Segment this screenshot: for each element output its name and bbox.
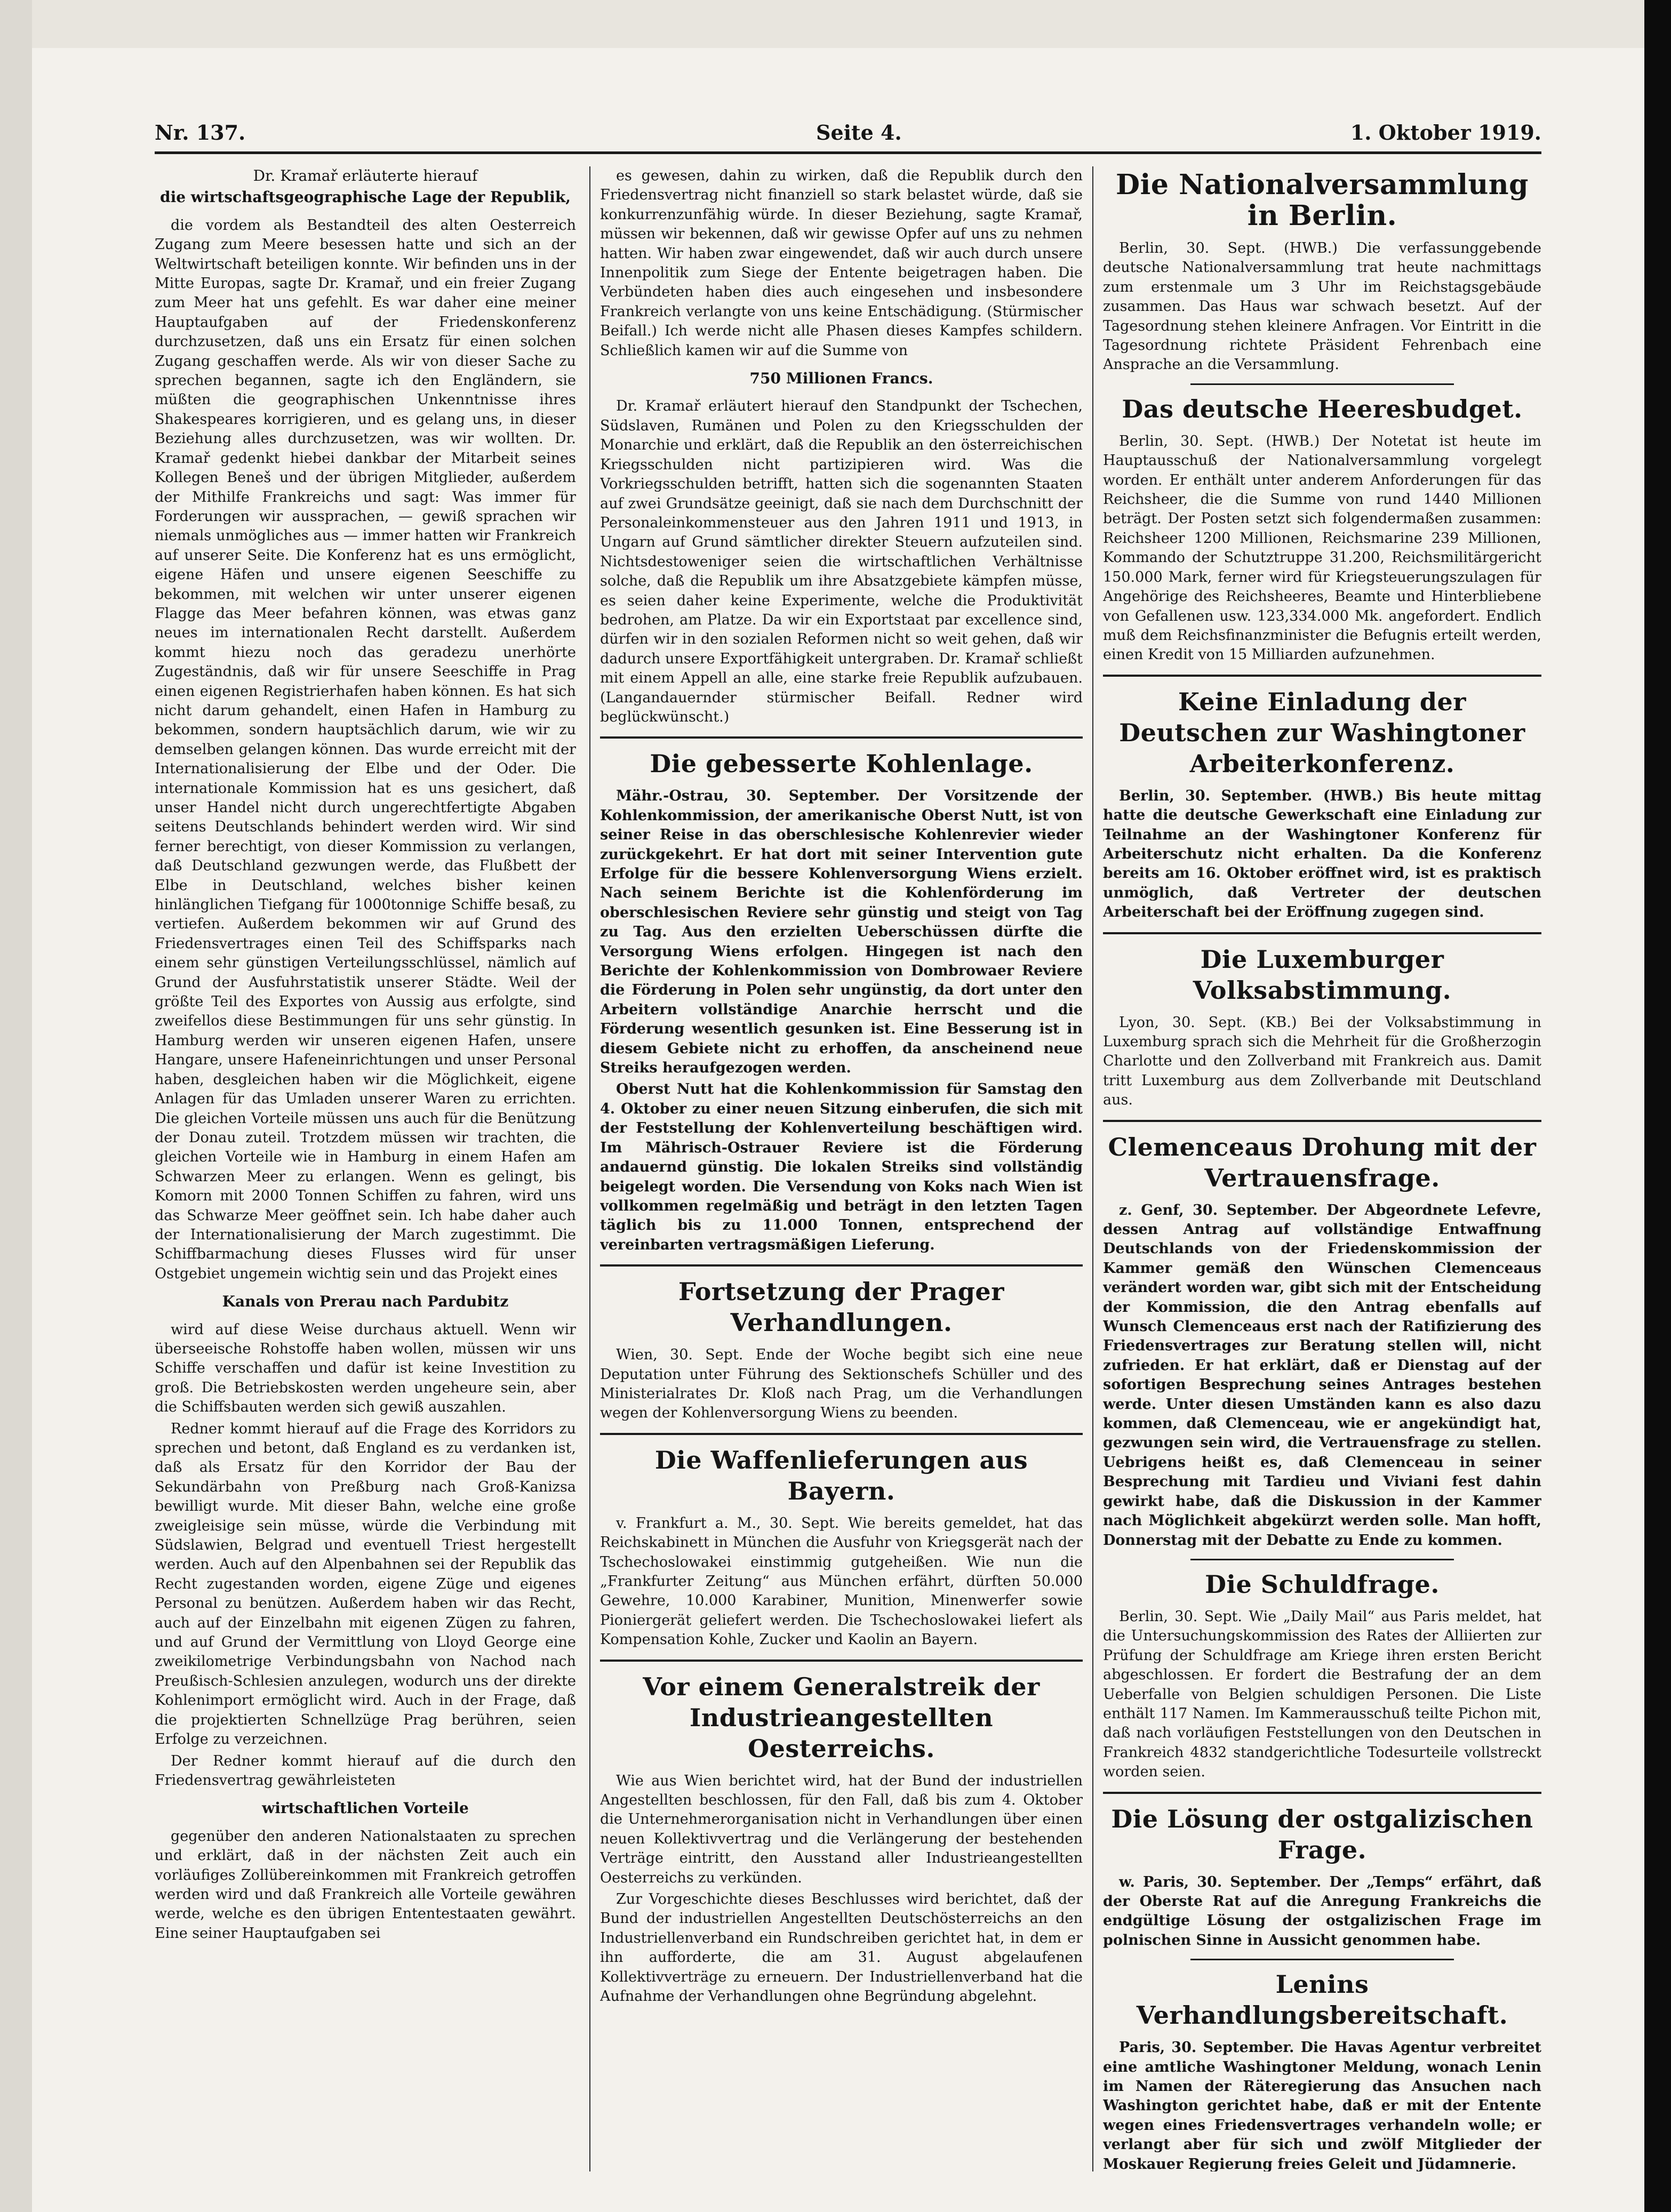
article-subheading: Kanals von Prerau nach Pardubitz — [222, 1293, 509, 1311]
article-paragraph: Paris, 30. September. Die Havas Agentur verbreitet eine amtliche Washingtoner Meldung, wonach Lenin im Namen der Räteregierung das Ansuchen nach Washington gerichtet habe, daß er mit der Entente wegen eines Friedensvertrages verhandeln wolle; er verlangt aber für sich und zwölf Mitglieder der Moskauer Regierung freies Geleit und Jüdamnerie. — [1103, 2039, 1541, 2171]
issue-date: 1. Oktober 1919. — [1350, 121, 1541, 145]
article-paragraph: w. Paris, 30. September. Der „Temps“ erfährt, daß der Oberste Rat auf die Anregung Frankreichs die endgültige Lösung der ostgalizischen Frage im polnischen Sinne in Aussicht genommen habe. — [1103, 1873, 1541, 1949]
article-paragraph: die vordem als Bestandteil des alten Oesterreich Zugang zum Meere besessen hatte und sich an der Weltwirtschaft beteiligen konnte. Wir befinden uns in der Mitte Europas, sagte Dr. Kramař, und ein freier Zugang zum Meer hat uns gefehlt. Es war daher eine meiner Hauptaufgaben auf der Friedenskonferenz durchzusetzen, daß uns ein Ersatz für einen solchen Zugang geschaffen werde. Als wir von dieser Sache zu sprechen begannen, sagte ich den Engländern, sie müßten die geographischen Unkenntnisse ihres Shakespeares korrigieren, und es gelang uns, in dieser Beziehung alles durchzusetzen, was wir wollten. Dr. Kramař gedenkt hiebei dankbar der Mitarbeit seines Kollegen Beneš und der übrigen Mitglieder, außerdem der Mithilfe Frankreichs und sagt: Was immer für Forderungen wir aussprachen, — gewiß sprachen wir niemals unmögliches aus — immer hatten wir Frankreich auf unserer Seite. Die Konferenz hat es uns ermöglicht, eigene Häfen und unsere eigenen Seeschiffe zu bekommen, mit welchen wir unter unserer eigenen Flagge das Meer befahren können, was etwas ganz neues im internationalen Recht darstellt. Außerdem kommt hiezu noch das geradezu unerhörte Zugeständnis, daß wir für unsere Seeschiffe in Prag einen eigenen Registrierhafen haben können. Es hat sich nicht darum gehandelt, einen Hafen in Hamburg zu bekommen, sondern hauptsächlich darum, wie wir zu demselben gelangen können. Das wurde erreicht mit der Internationalisierung der Elbe und der Oder. Die internationale Kommission hat es uns gesichert, daß unser Handel nicht durch ungerechtfertigte Abgaben seitens Deutschlands behindert werden wird. Wir sind ferner berechtigt, von dieser Kommission zu verlangen, daß Deutschland gezwungen werde, das Flußbett der Elbe in Deutschland, welches bisher keinen hinlänglichen Tiefgang für 1000tonnige Schiffe besaß, zu vertiefen. Außerdem bekommen wir auf Grund des Friedensvertrages einen Teil des Schiffsparks nach einem sehr günstigen Verteilungsschlüssel, nämlich auf Grund der Ausfuhrstatistik unserer Städte. Weil der größte Teil des Exportes von Aussig aus erfolgte, sind zweifellos diese Bestimmungen für uns sehr günstig. In Hamburg werden wir unseren eigenen Hafen, unsere Hangare, unsere Hafeneinrichtungen und unser Personal haben, desgleichen haben wir die Möglichkeit, eigene Anlagen für das Umladen unserer Waren zu errichten. Die gleichen Vorteile müssen uns auch für die Benützung der Donau zuteil. Trotzdem müssen wir trachten, die gleichen Vorteile wie in Hamburg in einem Hafen am Schwarzen Meer zu erlangen. Wenn es gelingt, bis Komorn mit 2000 Tonnen Schiffen zu fahren, wird uns das Schwarze Meer geöffnet sein. Ich habe daher auch der Internationalisierung der March zugestimmt. Die Schiffbarmachung dieses Flusses wird für unser Ostgebiet ungemein wichtig sein und das Projekt eines — [155, 217, 576, 1282]
section-rule — [1190, 1559, 1453, 1560]
article-paragraph: z. Genf, 30. September. Der Abgeordnete Lefevre, dessen Antrag auf vollständige Entwaffnung Deutschlands von der Friedenskommission der Kammer gemäß den Wünschen Clemenceaus verändert worden war, gibt sich mit der Entscheidung der Kommission, die den Antrag ebenfalls auf Wunsch Clemenceaus erst nach der Ratifizierung des Friedensvertrages zur Beratung stellen will, nicht zufrieden. Er hat erklärt, daß er Dienstag auf der sofortigen Besprechung seines Antrages bestehen werde. Unter diesen Umständen kann es also dazu kommen, daß Clemenceau, wie er angekündigt hat, gezwungen sein wird, die Vertrauensfrage zu stellen. Uebrigens heißt es, daß Clemenceau in seiner Besprechung mit Tardieu und Viviani fest dahin gewirkt habe, daß die Diskussion in der Kammer nach Möglichkeit abgekürzt werden solle. Man hofft, Donnerstag mit der Debatte zu Ende zu kommen. — [1103, 1201, 1541, 1549]
article-paragraph: es gewesen, dahin zu wirken, daß die Republik durch den Friedensvertrag nicht finanziell so stark belastet würde, daß sie konkurrenzunfähig würde. In dieser Beziehung, sagte Kramař, müssen wir bekennen, daß wir gewisse Opfer auf uns zu nehmen hatten. Wir haben zwar eingewendet, daß wir auch durch unsere Innenpolitik zum Siege der Entente beigetragen haben. Die Verbündeten haben dies auch eingesehen und insbesondere Frankreich verlangte von uns keine Entschädigung. (Stürmischer Beifall.) Ich werde nicht alle Phasen dieses Kampfes schildern. Schließlich kamen wir auf die Summe von — [600, 167, 1083, 359]
article-paragraph: Der Redner kommt hierauf auf die durch den Friedensvertrag gewährleisteten — [155, 1752, 576, 1789]
article-paragraph: Dr. Kramař erläutert hierauf den Standpunkt der Tschechen, Südslaven, Rumänen und Polen zu den Kriegsschulden der Monarchie und erklärt, daß die Republik an den österreichischen Kriegsschulden nicht partizipieren wird. Was die Vorkriegsschulden betrifft, hatten sich die sogenannten Staaten auf zwei Grundsätze geeinigt, daß sie nach dem Durchschnitt der Personaleinkommensteuer aus den Jahren 1911 und 1913, in Ungarn auf Grund sämtlicher direkter Steuern aufzuteilen sind. Nichtsdestoweniger seien die wirtschaftlichen Verhältnisse solche, daß die Republik um ihre Absatzgebiete kämpfen müsse, es seien daher keine Experimente, welche die Produktivität bedrohen, am Platze. Da wir ein Exportstaat par excellence sind, dürfen wir in den sozialen Reformen nicht so weit gehen, daß wir dadurch unsere Exportfähigkeit untergraben. Dr. Kramař schließt mit einem Appell an alle, eine starke freie Republik aufzubauen. (Langandauernder stürmischer Beifall. Redner wird beglückwünscht.) — [600, 398, 1083, 725]
article-paragraph: wird auf diese Weise durchaus aktuell. Wenn wir überseeische Rohstoffe haben wollen, müssen wir uns Schiffe verschaffen und dafür ist keine Investition zu groß. Die Betriebskosten werden ungeheure sein, aber die Schiffsbauten werden sich gewiß auszahlen. — [155, 1321, 576, 1416]
page-number: Seite 4. — [816, 121, 902, 145]
headline-generalstreik: Vor einem Generalstreik der Industrieangestellten Oesterreichs. — [643, 1672, 1040, 1763]
section-rule — [1190, 383, 1453, 385]
headline-luxemburger-volksabstimmung: Die Luxemburger Volksabstimmung. — [1193, 944, 1452, 1005]
section-rule — [1103, 1792, 1541, 1794]
column-left — [155, 166, 576, 2171]
article-paragraph: Oberst Nutt hat die Kohlenkommission für Samstag den 4. Oktober zu einer neuen Sitzung einberufen, die sich mit der Feststellung der Kohlenverteilung beschäftigen wird. Im Mährisch-Ostrauer Reviere ist die Förderung andauernd günstig. Die lokalen Streiks sind vollständig beigelegt worden. Die Versendung von Koks nach Wien ist vollkommen regelmäßig und beträgt in den letzten Tagen täglich bis zu 11.000 Tonnen, entsprechend der vereinbarten vertragsmäßigen Lieferung. — [600, 1081, 1083, 1253]
article-paragraph: Wien, 30. Sept. Ende der Woche begibt sich eine neue Deputation unter Führung des Sektionschefs Schüller und des Ministerialrates Dr. Kloß nach Prag, um die Verhandlungen wegen der Kohlenversorgung Wiens zu beenden. — [600, 1347, 1083, 1422]
column-right — [1103, 166, 1541, 2171]
article-paragraph: gegenüber den anderen Nationalstaaten zu sprechen und erklärt, daß in der nächsten Zeit auch ein vorläufiges Zollübereinkommen mit Frankreich getroffen werden wird und daß Frankreich alle Vorteile gewähren werde, welche es den übrigen Ententestaaten gewährt. Eine seiner Hauptaufgaben sei — [155, 1828, 576, 1942]
headline-waffenlieferungen: Die Waffenlieferungen aus Bayern. — [654, 1445, 1028, 1505]
scan-border-left — [0, 0, 32, 2212]
article-paragraph: Mähr.-Ostrau, 30. September. Der Vorsitzende der Kohlenkommission, der amerikanische Oberst Nutt, ist von seiner Reise in das oberschlesische Kohlenrevier wieder zurückgekehrt. Er hat dort mit seiner Intervention gute Erfolge für die bessere Kohlenversorgung Wiens erzielt. Nach seinem Berichte ist die Kohlenförderung im oberschlesischen Reviere sehr günstig und steigt von Tag zu Tag. Aus den erzielten Ueberschüssen dürfte die Versorgung Wiens erfolgen. Hingegen ist nach den Berichte der Kohlenkommission von Dombrowaer Reviere die Förderung in Polen sehr ungünstig, da dort unter den Arbeitern vollständige Anarchie herrscht und die Förderung wesentlich gesunken ist. Eine Besserung ist in diesem Gebiete nicht zu erhoffen, da anscheinend neue Streiks heraufgezogen werden. — [600, 788, 1083, 1077]
headline-schuldfrage: Die Schuldfrage. — [1205, 1569, 1440, 1599]
headline-lenin: Lenins Verhandlungsbereitschaft. — [1136, 1970, 1508, 2030]
article-subheading: 750 Millionen Francs. — [749, 370, 933, 388]
column-middle — [600, 166, 1083, 2171]
article-paragraph: Wie aus Wien berichtet wird, hat der Bund der industriellen Angestellten beschlossen, für den Fall, daß bis zum 4. Oktober die Unternehmerorganisation nicht in Verhandlungen über einen neuen Kollektivvertrag und die Verlängerung der bestehenden Verträge eintritt, den Ausstand aller Industrieangestellten Oesterreichs zu verkünden. — [600, 1772, 1083, 1886]
article-paragraph: Berlin, 30. Sept. (HWB.) Der Notetat ist heute im Hauptausschuß der Nationalversammlung vorgelegt worden. Er enthält unter anderem Anforderungen für das Reichsheer, die die Summe von rund 1440 Millionen beträgt. Der Posten setzt sich folgendermaßen zusammen: Reichsheer 1200 Millionen, Reichsmarine 239 Millionen, Kommando der Schutztruppe 31.200, Reichsmilitärgericht 150.000 Mark, ferner wird für Kriegsteuerungszulagen für Angehörige des Reichsheeres, Beamte und Hinterbliebene von Gefallenen usw. 123,334.000 Mk. angefordert. Endlich muß dem Reichsfinanzminister die Befugnis erteilt werden, einen Kredit von 15 Milliarden aufzunehmen. — [1103, 432, 1541, 663]
article-paragraph: Lyon, 30. Sept. (KB.) Bei der Volksabstimmung in Luxemburg sprach sich die Mehrheit für die Großherzogin Charlotte und den Zollverband mit Frankreich aus. Damit tritt Luxemburg aus dem Zollverbande mit Deutschland aus. — [1103, 1014, 1541, 1109]
section-rule — [600, 1660, 1083, 1662]
section-rule — [1190, 1959, 1453, 1960]
article-paragraph: Zur Vorgeschichte dieses Beschlusses wird berichtet, daß der Bund der industriellen Angestellten Deutschösterreichs an den Industriellenverband ein Rundschreiben gerichtet hat, in dem er ihn aufforderte, die am 31. August abgelaufenen Kollektivverträge zu erneuern. Der Industriellenverband hat die Aufnahme der Verhandlungen ohne Begründung abgelehnt. — [600, 1891, 1083, 2005]
headline-prager-verhandlungen: Fortsetzung der Prager Verhandlungen. — [678, 1277, 1004, 1337]
section-rule — [600, 1264, 1083, 1267]
header-rule — [155, 151, 1541, 154]
scan-border-right — [1644, 0, 1671, 2212]
article-intro: Dr. Kramař erläuterte hierauf — [253, 167, 478, 185]
scan-border-top — [0, 0, 1671, 48]
article-subheading: die wirtschaftsgeographische Lage der Republik, — [160, 188, 571, 206]
issue-number: Nr. 137. — [155, 121, 246, 145]
article-paragraph: v. Frankfurt a. M., 30. Sept. Wie bereits gemeldet, hat das Reichskabinett in München die Ausfuhr von Kriegsgerät nach der Tschechoslowakei einstimmig gutgeheißen. Wie nun die „Frankfurter Zeitung“ aus München erfährt, dürften 50.000 Gewehre, 10.000 Karabiner, Munition, Minenwerfer sowie Pioniergerät geliefert werden. Die Tschechoslowakei liefert als Kompensation Kohle, Zucker und Kaolin an Bayern. — [600, 1514, 1083, 1648]
column-divider — [589, 166, 590, 2171]
article-paragraph: Berlin, 30. Sept. (HWB.) Die verfassunggebende deutsche Nationalversammlung trat heute nachmittags zum erstenmale um 3 Uhr im Reichstagsgebäude zusammen. Das Haus war schwach besetzt. Auf der Tagesordnung stehen kleinere Anfragen. Vor Eintritt in die Tagesordnung richtete Präsident Fehrenbach eine Ansprache an die Versammlung. — [1103, 240, 1541, 373]
section-rule — [1103, 932, 1541, 934]
section-rule — [1103, 675, 1541, 677]
headline-heeresbudget: Das deutsche Heeresbudget. — [1122, 394, 1523, 423]
page-header — [155, 117, 1541, 149]
headline-ostgalizische-frage: Die Lösung der ostgalizischen Frage. — [1111, 1804, 1533, 1864]
article-paragraph: Berlin, 30. Sept. Wie „Daily Mail“ aus Paris meldet, hat die Untersuchungskommission des Rates der Alliierten zur Prüfung der Schuldfrage am Kriege ihren ersten Bericht abgeschlossen. Er fordert die Bestrafung der an dem Ueberfalle von Belgien schuldigen Personen. Die Liste enthält 117 Namen. Im Kammerausschuß teilte Pichon mit, daß nach vorläufigen Feststellungen von den Deutschen in Frankreich 4832 standgerichtliche Todesurteile vollstreckt worden seien. — [1103, 1608, 1541, 1781]
headline-kohlenlage: Die gebesserte Kohlenlage. — [650, 749, 1033, 779]
article-paragraph: Berlin, 30. September. (HWB.) Bis heute mittag hatte die deutsche Gewerkschaft eine Einladung zur Teilnahme an der Washingtoner Konferenz für Arbeiterschutz nicht erhalten. Da die Konferenz bereits am 16. Oktober eröffnet wird, ist es praktisch unmöglich, daß Vertreter der deutschen Arbeiterschaft bei der Eröffnung zugegen sind. — [1103, 787, 1541, 921]
column-divider — [1092, 166, 1093, 2171]
article-subheading: wirtschaftlichen Vorteile — [262, 1799, 469, 1817]
headline-nationalversammlung: Die Nationalversammlung in Berlin. — [1116, 169, 1529, 232]
section-rule — [600, 1433, 1083, 1435]
headline-clemenceau: Clemenceaus Drohung mit der Vertrauensfrage. — [1108, 1132, 1537, 1192]
newspaper-page — [155, 117, 1541, 2176]
section-rule — [1103, 1120, 1541, 1122]
article-paragraph: Redner kommt hierauf auf die Frage des Korridors zu sprechen und betont, daß England es zu verdanken ist, daß als Ersatz für den Korridor der Bau der Sekundärbahn von Preßburg nach Groß-Kanizsa bewilligt wurde. Mit dieser Bahn, welche eine große zweigleisige sein müsse, würde die Verbindung mit Südslawien, Belgrad und eventuell Triest hergestellt werden. Auch auf den Alpenbahnen sei der Republik das Recht zugestanden worden, eigene Züge und eigenes Personal zu benützen. Außerdem haben wir das Recht, auch auf der Einzelbahn mit eigenen Zügen zu fahren, und auf Grund der Vermittlung von Lloyd George eine zweikilometrige Verbindungsbahn von Nachod nach Preußisch-Schlesien anzulegen, wodurch uns der direkte Kohlenimport ermöglicht wird. Auch in der Frage, daß die projektierten Schnellzüge Prag berühren, seien Erfolge zu verzeichnen. — [155, 1420, 576, 1748]
section-rule — [600, 736, 1083, 739]
headline-washingtoner-konferenz: Keine Einladung der Deutschen zur Washingtoner Arbeiterkonferenz. — [1119, 687, 1525, 778]
